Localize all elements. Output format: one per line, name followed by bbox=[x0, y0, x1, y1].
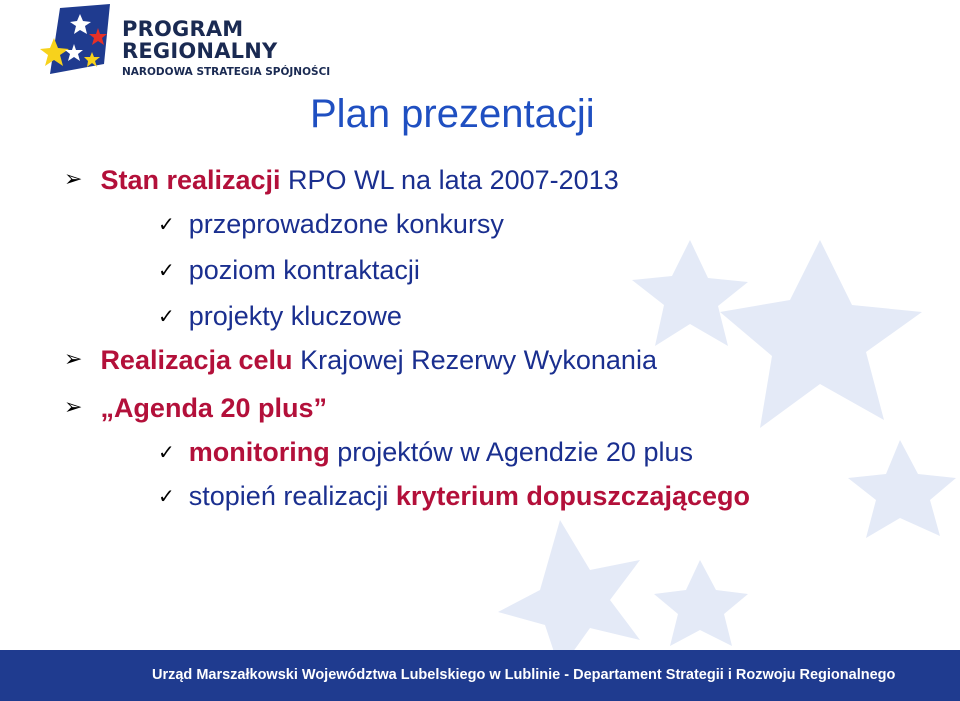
item-emphasis: monitoring bbox=[188, 437, 330, 467]
item-text: RPO WL na lata 2007-2013 bbox=[280, 165, 619, 195]
item-emphasis: Realizacja celu bbox=[100, 345, 293, 375]
checkmark-icon: ✓ bbox=[158, 440, 175, 464]
footer-bar bbox=[118, 650, 960, 701]
checkmark-icon: ✓ bbox=[158, 484, 175, 508]
item-text: przeprowadzone konkursy bbox=[188, 209, 504, 239]
arrow-bullet-icon: ➢ bbox=[64, 395, 83, 420]
checkmark-icon: ✓ bbox=[158, 258, 175, 282]
checkmark-icon: ✓ bbox=[158, 212, 175, 236]
footer-text: Urząd Marszałkowski Województwa Lubelskiego w Lublinie - Departament Strategii i Rozwoju Regionalnego bbox=[152, 667, 896, 683]
logo-program: PROGRAM bbox=[122, 17, 244, 41]
list-item bbox=[158, 300, 402, 332]
program-regionalny-logo bbox=[40, 4, 340, 84]
logo-regionalny: REGIONALNY bbox=[122, 39, 278, 63]
item-emphasis: Stan realizacji bbox=[100, 165, 281, 195]
item-emphasis: „Agenda 20 plus” bbox=[100, 393, 327, 423]
list-item bbox=[158, 436, 693, 468]
arrow-bullet-icon: ➢ bbox=[64, 347, 83, 372]
list-item bbox=[158, 254, 420, 286]
checkmark-icon: ✓ bbox=[158, 304, 175, 328]
item-text: projekty kluczowe bbox=[188, 301, 402, 331]
list-item bbox=[158, 208, 504, 240]
item-emphasis: kryterium dopuszczającego bbox=[395, 481, 750, 511]
item-text: projektów w Agendzie 20 plus bbox=[329, 437, 693, 467]
list-item bbox=[64, 344, 657, 376]
list-item bbox=[64, 392, 327, 424]
list-item bbox=[64, 164, 619, 196]
arrow-bullet-icon: ➢ bbox=[64, 167, 83, 192]
slide-title: Plan prezentacji bbox=[310, 92, 595, 136]
item-text: poziom kontraktacji bbox=[188, 255, 420, 285]
eu-flag-stars-icon bbox=[40, 4, 120, 84]
footer-bar-left bbox=[0, 650, 118, 701]
item-text: Krajowej Rezerwy Wykonania bbox=[292, 345, 657, 375]
list-item bbox=[158, 480, 750, 512]
item-text: stopień realizacji bbox=[188, 481, 396, 511]
logo-subtitle: NARODOWA STRATEGIA SPÓJNOŚCI bbox=[122, 66, 331, 78]
